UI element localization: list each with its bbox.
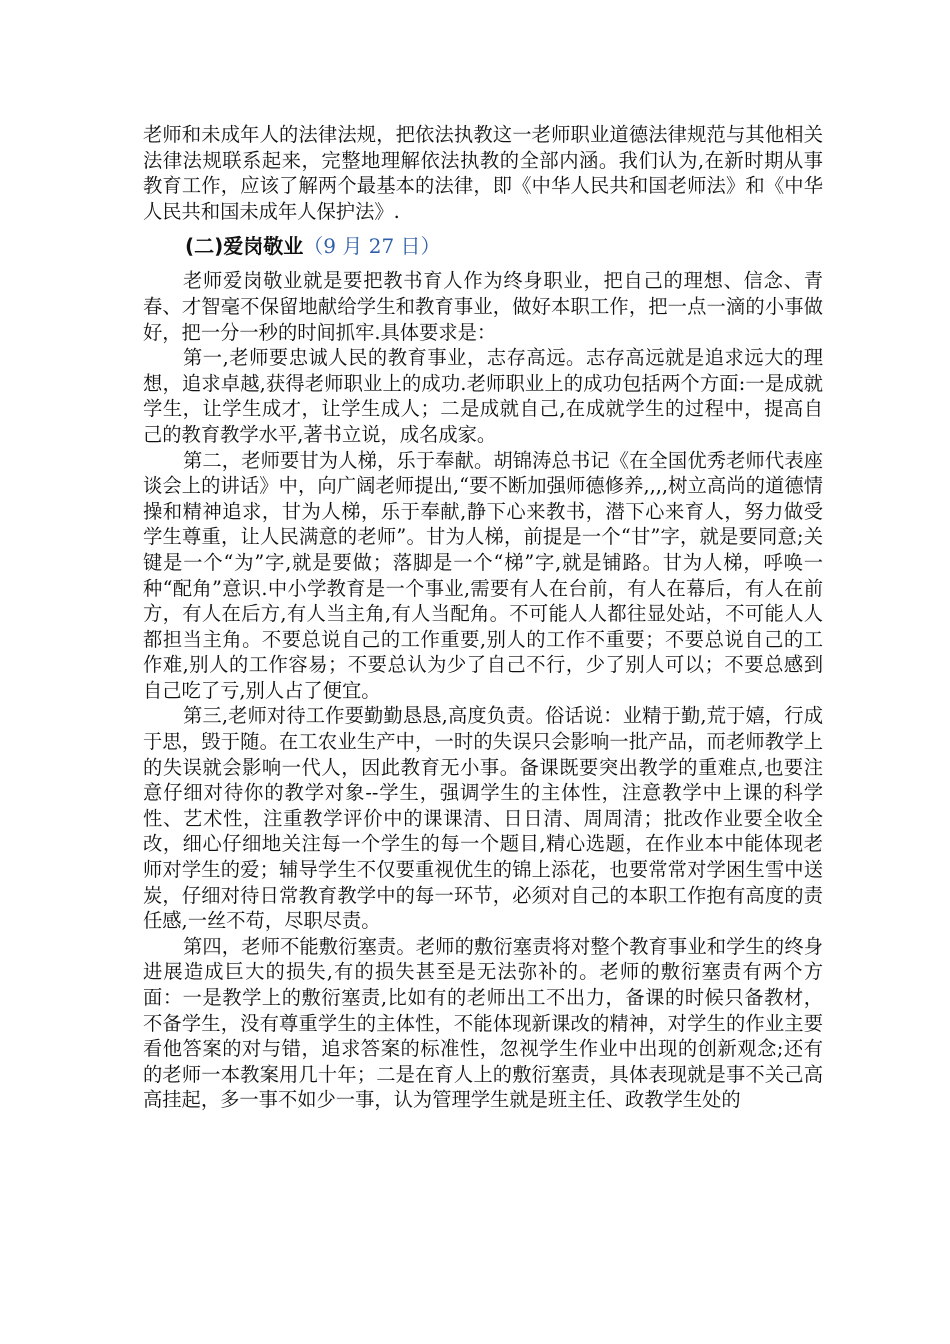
paragraph-5: 第四，老师不能敷衍塞责。老师的敷衍塞责将对整个教育事业和学生的终身进展造成巨大的损失,有的损失甚至是无法弥补的。老师的敷衍塞责有两个方面：一是教学上的敷衍塞责,比如有的老师出工不出力，备课的时候只备教材，不备学生，没有尊重学生的主体性，不能体现新课改的精神，对学生的作业主要看他答案的对与错，追求答案的标准性，忽视学生作业中出现的创新观念;还有的老师一本教案用几十年；二是在育人上的敷衍塞责，具体表现就是事不关己高高挂起，多一事不如少一事，认为管理学生就是班主任、政教学生处的 [143, 934, 823, 1112]
section-title: (二)爱岗敬业 [185, 234, 304, 259]
paragraph-3: 第二，老师要甘为人梯，乐于奉献。胡锦涛总书记《在全国优秀老师代表座谈会上的讲话》中，向广阔老师提出,“要不断加强师德修养,,,,树立高尚的道德情操和精神追求，甘为人梯，乐于奉献,静下心来教书，潜下心来育人，努力做受学生尊重，让人民满意的老师”。甘为人梯，前提是一个“甘”字，就是要同意;关键是一个“为”字,就是要做；落脚是一个“梯”字,就是铺路。甘为人梯，呼唤一种“配角”意识.中小学教育是一个事业,需要有人在台前，有人在幕后，有人在前方，有人在后方,有人当主角,有人当配角。不可能人人都往显处站，不可能人人都担当主角。不要总说自己的工作重要,别人的工作不重要；不要总说自己的工作难,别人的工作容易；不要总认为少了自己不行，少了别人可以；不要总感到自己吃了亏,别人占了便宜。 [143, 448, 823, 702]
section-date: （9 月 27 日） [303, 234, 441, 259]
paragraph-2: 第一,老师要忠诚人民的教育事业，志存高远。志存高远就是追求远大的理想，追求卓越,获得老师职业上的成功.老师职业上的成功包括两个方面:一是成就学生，让学生成才，让学生成人；二是成就自己,在成就学生的过程中，提高自己的教育教学水平,著书立说，成名成家。 [143, 346, 823, 446]
paragraph-1: 老师爱岗敬业就是要把教书育人作为终身职业，把自己的理想、信念、青春、才智毫不保留地献给学生和教育事业，做好本职工作，把一点一滴的小事做好，把一分一秒的时间抓牢.具体要求是： [143, 269, 823, 344]
section-heading [143, 232, 823, 260]
paragraph-intro: 老师和未成年人的法律法规，把依法执教这一老师职业道德法律规范与其他相关法律法规联系起来，完整地理解依法执教的全部内涵。我们认为,在新时期从事教育工作，应该了解两个最基本的法律，即《中华人民共和国老师法》和《中华人民共和国未成年人保护法》. [143, 123, 823, 223]
paragraph-4: 第三,老师对待工作要勤勤恳恳,高度负责。俗话说：业精于勤,荒于嬉，行成于思，毁于随。在工农业生产中，一时的失误只会影响一批产品，而老师教学上的失误就会影响一代人，因此教育无小事。备课既要突出教学的重难点,也要注意仔细对待你的教学对象--学生，强调学生的主体性，注意教学中上课的科学性、艺术性，注重教学评价中的课课清、日日清、周周清；批改作业要全收全改，细心仔细地关注每一个学生的每一个题目,精心选题，在作业本中能体现老师对学生的爱；辅导学生不仅要重视优生的锦上添花，也要常常对学困生雪中送炭，仔细对待日常教育教学中的每一环节，必须对自己的本职工作抱有高度的责任感,一丝不苟，尽职尽责。 [143, 704, 823, 933]
document-page [143, 122, 823, 1113]
